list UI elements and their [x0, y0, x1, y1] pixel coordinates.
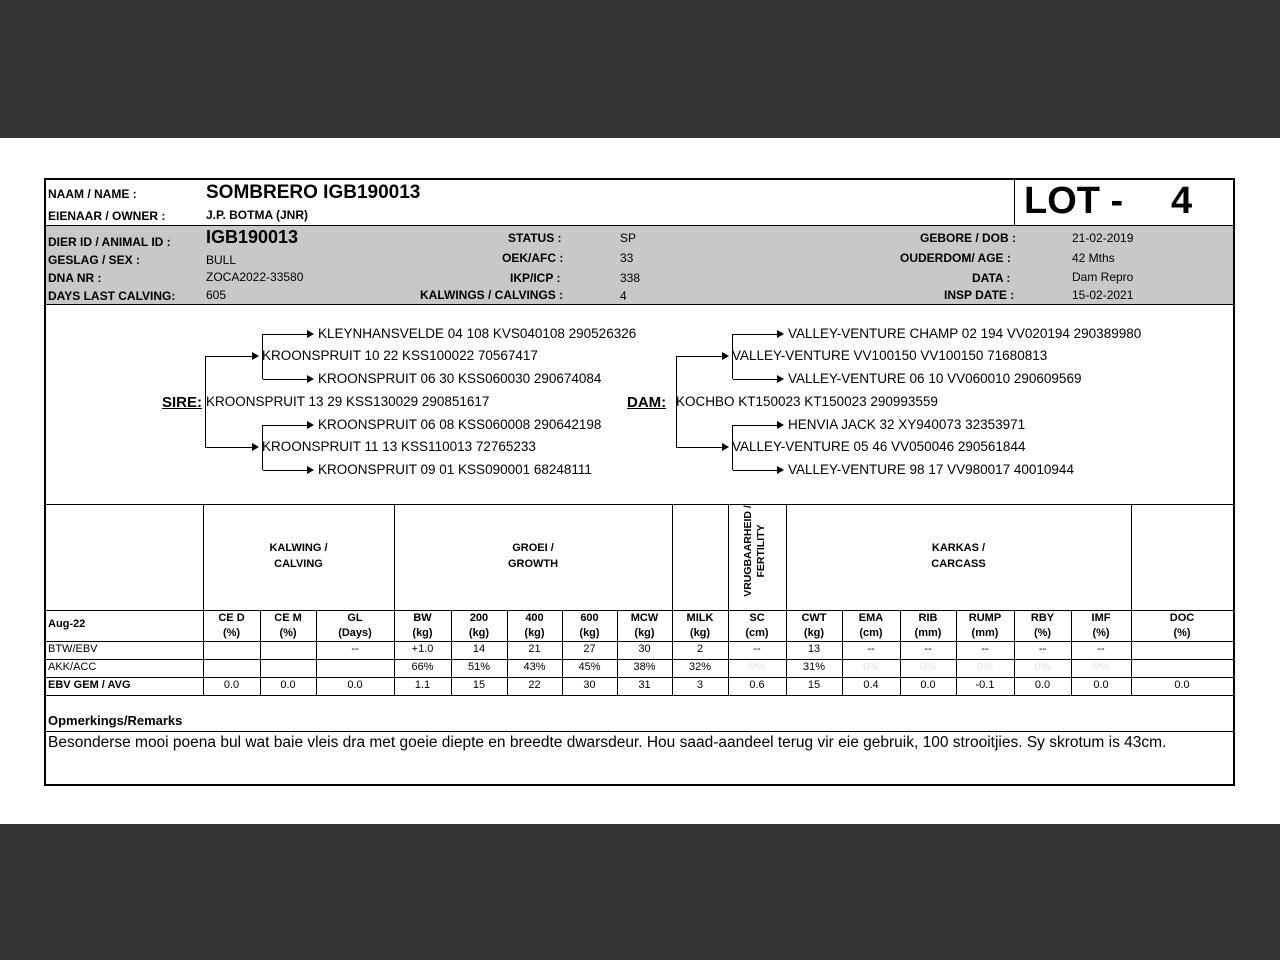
column-header: [1131, 611, 1233, 641]
column-unit: (kg): [634, 627, 655, 639]
column-header: [203, 611, 260, 641]
column-name: EMA: [858, 612, 884, 624]
column-unit: (kg): [689, 627, 711, 639]
group-calving-line1: KALWING /: [269, 542, 328, 554]
arrow-icon: [777, 330, 784, 338]
column-header: [672, 611, 728, 641]
group-growth: [394, 540, 672, 572]
column-header: [900, 611, 956, 641]
column-name: 600: [580, 612, 599, 624]
group-carcass: [786, 540, 1131, 572]
table-cell: --: [981, 643, 989, 655]
icp-label: IKP/ICP :: [510, 271, 561, 285]
bottom-dark-band: [0, 824, 1280, 960]
age-value: 42 Mths: [1072, 251, 1115, 265]
dna-label: DNA NR :: [48, 271, 102, 285]
table-cell: 32%: [688, 661, 712, 673]
group-calving: [203, 540, 394, 572]
insp-label: INSP DATE :: [944, 288, 1015, 302]
remarks-text: Besonderse mooi poena bul wat baie vleis dra met goeie diepte en breedte dwarsdeur. Hou saad-aandeel terug vir eie gebruik, 100 strooitjies. Sy skrotum is 43cm.: [48, 734, 1167, 751]
table-cell: 0.0: [1174, 679, 1190, 691]
dna-value: ZOCA2022-33580: [206, 270, 304, 284]
status-label: STATUS :: [508, 231, 562, 245]
sire-dam: KROONSPRUIT 11 13 KSS110013 72765233: [262, 439, 536, 454]
group-fertility-line1: VRUGBAARHEID /: [742, 505, 754, 597]
table-cell: 0%: [863, 661, 879, 673]
connector: [677, 356, 724, 357]
icp-value: 338: [620, 271, 641, 285]
column-name: DOC: [1169, 612, 1195, 624]
connector: [263, 470, 309, 471]
remarks-title: Opmerkings/Remarks: [48, 713, 183, 728]
divider: [46, 304, 1233, 305]
arrow-icon: [307, 330, 314, 338]
divider: [46, 695, 1233, 696]
divider: [46, 504, 1233, 505]
table-cell: --: [1038, 643, 1047, 655]
table-cell: 0%: [977, 661, 993, 673]
dam-sire-bracket: [732, 334, 733, 379]
table-cell: --: [1097, 643, 1105, 655]
column-name: RBY: [1030, 612, 1055, 624]
row-label: EBV GEM / AVG: [48, 679, 131, 691]
data-label: DATA :: [972, 271, 1011, 285]
arrow-icon: [307, 375, 314, 383]
column-name: 200: [469, 612, 489, 624]
column-name: CE D: [218, 612, 245, 624]
calvings-value: 4: [620, 289, 627, 303]
table-cell: 3: [696, 679, 704, 691]
column-unit: (mm): [971, 627, 999, 639]
column-unit: (%): [279, 627, 297, 639]
column-unit: (%): [1092, 627, 1110, 639]
divider: [46, 731, 1233, 732]
afc-value: 33: [620, 251, 634, 265]
days-label: DAYS LAST CALVING:: [48, 289, 176, 303]
data-value: Dam Repro: [1072, 270, 1134, 284]
table-cell: -0.1: [975, 679, 995, 691]
column-name: MCW: [630, 612, 659, 624]
afc-label: OEK/AFC :: [502, 251, 564, 265]
sire-sire-dam: KROONSPRUIT 06 30 KSS060030 290674084: [318, 371, 602, 386]
column-name: CE M: [274, 612, 302, 624]
column-header: [260, 611, 316, 641]
dam-name: KOCHBO KT150023 KT150023 290993559: [676, 394, 938, 409]
column-header: [507, 611, 562, 641]
name-label: NAAM / NAME :: [48, 187, 137, 201]
table-cell: 31%: [802, 661, 826, 673]
table-cell: 0%: [1034, 661, 1051, 673]
column-name: RUMP: [968, 612, 1002, 624]
column-header: [394, 611, 451, 641]
row-label: AKK/ACC: [48, 661, 97, 673]
group-growth-line2: GROWTH: [507, 558, 559, 570]
ebv-date: Aug-22: [48, 618, 86, 630]
connector: [733, 379, 779, 380]
group-growth-line1: GROEI /: [512, 542, 554, 554]
table-cell: 15: [472, 679, 486, 691]
column-name: IMF: [1091, 612, 1111, 624]
arrow-icon: [252, 352, 259, 360]
group-carcass-line1: KARKAS /: [931, 542, 986, 554]
table-cell: --: [924, 643, 932, 655]
connector: [733, 334, 779, 335]
table-cell: 27: [583, 643, 596, 655]
column-unit: (cm): [859, 627, 883, 639]
table-cell: 1.1: [414, 679, 431, 691]
sire-dam-dam: KROONSPRUIT 09 01 KSS090001 68248111: [318, 462, 592, 477]
table-cell: 0%: [920, 661, 936, 673]
table-cell: 30: [638, 643, 651, 655]
column-name: MILK: [686, 612, 714, 624]
table-cell: 66%: [411, 661, 434, 673]
column-unit: (Days): [338, 627, 372, 639]
column-header: [728, 611, 786, 641]
table-cell: 15: [807, 679, 821, 691]
dam-label: DAM:: [627, 394, 667, 411]
table-cell: 0.0: [223, 679, 240, 691]
sire-sire-bracket: [262, 334, 263, 379]
table-cell: 13: [807, 643, 821, 655]
group-carcass-line2: CARCASS: [931, 558, 986, 570]
sire-dam-bracket: [262, 425, 263, 470]
column-unit: (%): [1033, 627, 1052, 639]
group-fertility: [742, 501, 772, 601]
column-unit: (%): [222, 627, 241, 639]
sire-sire: KROONSPRUIT 10 22 KSS100022 70567417: [262, 348, 538, 363]
column-header: [1014, 611, 1071, 641]
table-cell: 0%: [1093, 661, 1109, 673]
column-header: [617, 611, 672, 641]
dam-dam-bracket: [732, 425, 733, 470]
arrow-icon: [777, 466, 784, 474]
sire-dam-sire: KROONSPRUIT 06 08 KSS060008 290642198: [318, 417, 602, 432]
dam-sire-sire: VALLEY-VENTURE CHAMP 02 194 VV020194 290389980: [788, 326, 1142, 341]
arrow-icon: [777, 375, 784, 383]
column-unit: (kg): [412, 627, 433, 639]
top-dark-band: [0, 0, 1280, 138]
sex-value: BULL: [206, 253, 237, 267]
table-cell: 0.4: [863, 679, 879, 691]
column-unit: (kg): [524, 627, 545, 639]
column-header: [1071, 611, 1131, 641]
dam-sire: VALLEY-VENTURE VV100150 VV100150 71680813: [732, 348, 1048, 363]
animal-id-label: DIER ID / ANIMAL ID :: [48, 235, 171, 249]
table-cell: 38%: [633, 661, 656, 673]
column-name: 400: [525, 612, 544, 624]
table-cell: --: [753, 643, 761, 655]
age-label: OUDERDOM/ AGE :: [900, 251, 1011, 265]
column-unit: (cm): [745, 627, 769, 639]
group-fertility-line2: FERTILITY: [755, 524, 767, 578]
arrow-icon: [722, 443, 729, 451]
connector: [733, 425, 779, 426]
connector: [263, 425, 309, 426]
owner-value: J.P. BOTMA (JNR): [206, 208, 309, 222]
table-cell: 2: [696, 643, 704, 655]
owner-label: EIENAAR / OWNER :: [48, 209, 166, 223]
column-name: BW: [413, 612, 432, 624]
column-name: GL: [347, 612, 363, 624]
column-header: [451, 611, 507, 641]
calvings-label: KALWINGS / CALVINGS :: [420, 288, 564, 302]
dam-bracket: [676, 356, 677, 448]
divider: [46, 641, 1233, 642]
table-cell: 0.6: [749, 679, 765, 691]
sire-bracket: [205, 356, 206, 448]
arrow-icon: [722, 352, 729, 360]
row-label: BTW/EBV: [48, 643, 98, 655]
table-cell: 0.0: [280, 679, 296, 691]
table-cell: 0%: [749, 661, 765, 673]
lot-sheet: [44, 178, 1235, 786]
table-cell: 0.0: [920, 679, 936, 691]
table-cell: 21: [528, 643, 541, 655]
table-cell: 22: [528, 679, 541, 691]
column-unit: (kg): [803, 627, 825, 639]
divider: [46, 677, 1233, 678]
column-unit: (kg): [468, 627, 490, 639]
animal-id-value: IGB190013: [206, 227, 299, 247]
column-header: [562, 611, 617, 641]
column-unit: (mm): [914, 627, 942, 639]
column-header: [956, 611, 1014, 641]
table-cell: 0.0: [1093, 679, 1109, 691]
arrow-icon: [307, 421, 314, 429]
column-unit: (kg): [579, 627, 600, 639]
dam-dam: VALLEY-VENTURE 05 46 VV050046 290561844: [732, 439, 1026, 454]
connector: [206, 447, 254, 448]
table-cell: 0.0: [1034, 679, 1051, 691]
table-cell: --: [867, 643, 875, 655]
column-name: SC: [749, 612, 765, 624]
column-name: CWT: [801, 612, 827, 624]
table-cell: 14: [472, 643, 486, 655]
column-name: RIB: [918, 612, 938, 624]
group-calving-line2: CALVING: [274, 558, 323, 570]
table-cell: 31: [638, 679, 651, 691]
sex-label: GESLAG / SEX :: [48, 253, 141, 267]
divider: [203, 504, 204, 695]
table-cell: 30: [583, 679, 596, 691]
column-unit: (%): [1173, 627, 1191, 639]
connector: [677, 447, 724, 448]
dam-dam-dam: VALLEY-VENTURE 98 17 VV980017 40010944: [788, 462, 1074, 477]
dam-dam-sire: HENVIA JACK 32 XY940073 32353971: [788, 417, 1026, 432]
table-cell: 51%: [467, 661, 491, 673]
dam-sire-dam: VALLEY-VENTURE 06 10 VV060010 290609569: [788, 371, 1082, 386]
table-cell: 45%: [578, 661, 601, 673]
sire-name: KROONSPRUIT 13 29 KSS130029 290851617: [206, 394, 490, 409]
sire-label: SIRE:: [162, 394, 203, 411]
sire-sire-sire: KLEYNHANSVELDE 04 108 KVS040108 290526326: [318, 326, 637, 341]
column-header: [786, 611, 842, 641]
dob-value: 21-02-2019: [1072, 231, 1134, 245]
animal-name: SOMBRERO IGB190013: [206, 182, 421, 203]
table-cell: +1.0: [411, 643, 434, 655]
connector: [263, 334, 309, 335]
divider: [46, 659, 1233, 660]
dob-label: GEBORE / DOB :: [920, 231, 1017, 245]
table-cell: --: [351, 643, 359, 655]
lot-divider: [1014, 180, 1015, 226]
lot-label: LOT -: [1024, 180, 1124, 222]
arrow-icon: [307, 466, 314, 474]
connector: [263, 379, 309, 380]
arrow-icon: [252, 443, 259, 451]
lot-number: 4: [1171, 180, 1193, 222]
connector: [206, 356, 254, 357]
status-value: SP: [620, 231, 637, 245]
divider: [1131, 504, 1132, 695]
table-cell: 0.0: [347, 679, 363, 691]
connector: [733, 470, 779, 471]
insp-value: 15-02-2021: [1072, 288, 1134, 302]
days-value: 605: [206, 288, 227, 302]
table-cell: 43%: [523, 661, 546, 673]
arrow-icon: [777, 421, 784, 429]
column-header: [316, 611, 394, 641]
column-header: [842, 611, 900, 641]
